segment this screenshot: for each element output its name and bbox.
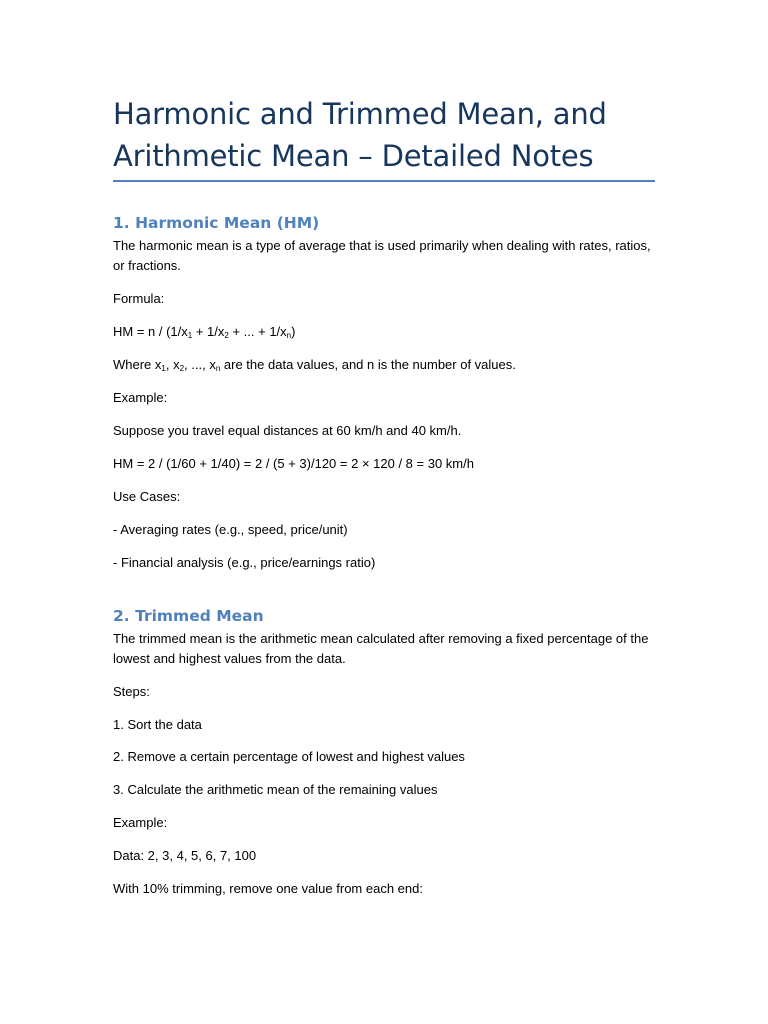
step-item: 3. Calculate the arithmetic mean of the remaining values (113, 782, 438, 797)
use-cases-label: Use Cases: (113, 489, 181, 504)
where-subscript: n (215, 364, 221, 373)
section-heading-harmonic-mean: 1. Harmonic Mean (HM) (113, 214, 320, 232)
formula-subscript: 1 (187, 331, 193, 340)
example-data: Data: 2, 3, 4, 5, 6, 7, 100 (113, 848, 257, 863)
formula-part: HM = n / (1/x (113, 324, 188, 339)
example-calculation: HM = 2 / (1/60 + 1/40) = 2 / (5 + 3)/120 = 2 × 120 / 8 = 30 km/h (113, 456, 474, 471)
example-label: Example: (113, 390, 168, 405)
example-trimming-text: With 10% trimming, remove one value from each end: (113, 881, 423, 896)
where-part: Where x (113, 357, 162, 372)
use-case-item: - Averaging rates (e.g., speed, price/unit) (113, 522, 348, 537)
where-subscript: 1 (161, 364, 166, 373)
trimmed-mean-intro: The trimmed mean is the arithmetic mean calculated after removing a fixed percentage of the lowest and highest values from the data. (113, 631, 649, 666)
formula-part: ) (291, 324, 296, 339)
document-title: Harmonic and Trimmed Mean, and Arithmetic Mean – Detailed Notes (113, 97, 607, 173)
example-label: Example: (113, 815, 168, 830)
where-part: , ..., x (184, 357, 216, 372)
steps-label: Steps: (113, 684, 150, 699)
where-part: , x (165, 357, 180, 372)
title-underline (113, 180, 655, 182)
where-part: are the data values, and n is the number of values. (220, 357, 516, 372)
formula-part: + 1/x (192, 324, 225, 339)
step-item: 1. Sort the data (113, 717, 202, 732)
example-text: Suppose you travel equal distances at 60 km/h and 40 km/h. (113, 423, 462, 438)
formula-where-text (113, 355, 655, 375)
formula-subscript: n (286, 331, 292, 340)
harmonic-mean-formula (113, 322, 655, 342)
step-item: 2. Remove a certain percentage of lowest and highest values (113, 749, 465, 764)
harmonic-mean-intro: The harmonic mean is a type of average that is used primarily when dealing with rates, ratios, or fractions. (113, 238, 651, 273)
section-heading-trimmed-mean: 2. Trimmed Mean (113, 607, 264, 625)
formula-label: Formula: (113, 291, 165, 306)
use-case-item: - Financial analysis (e.g., price/earnings ratio) (113, 555, 376, 570)
formula-subscript: 2 (224, 331, 229, 340)
formula-part: + ... + 1/x (228, 324, 287, 339)
where-subscript: 2 (179, 364, 185, 373)
